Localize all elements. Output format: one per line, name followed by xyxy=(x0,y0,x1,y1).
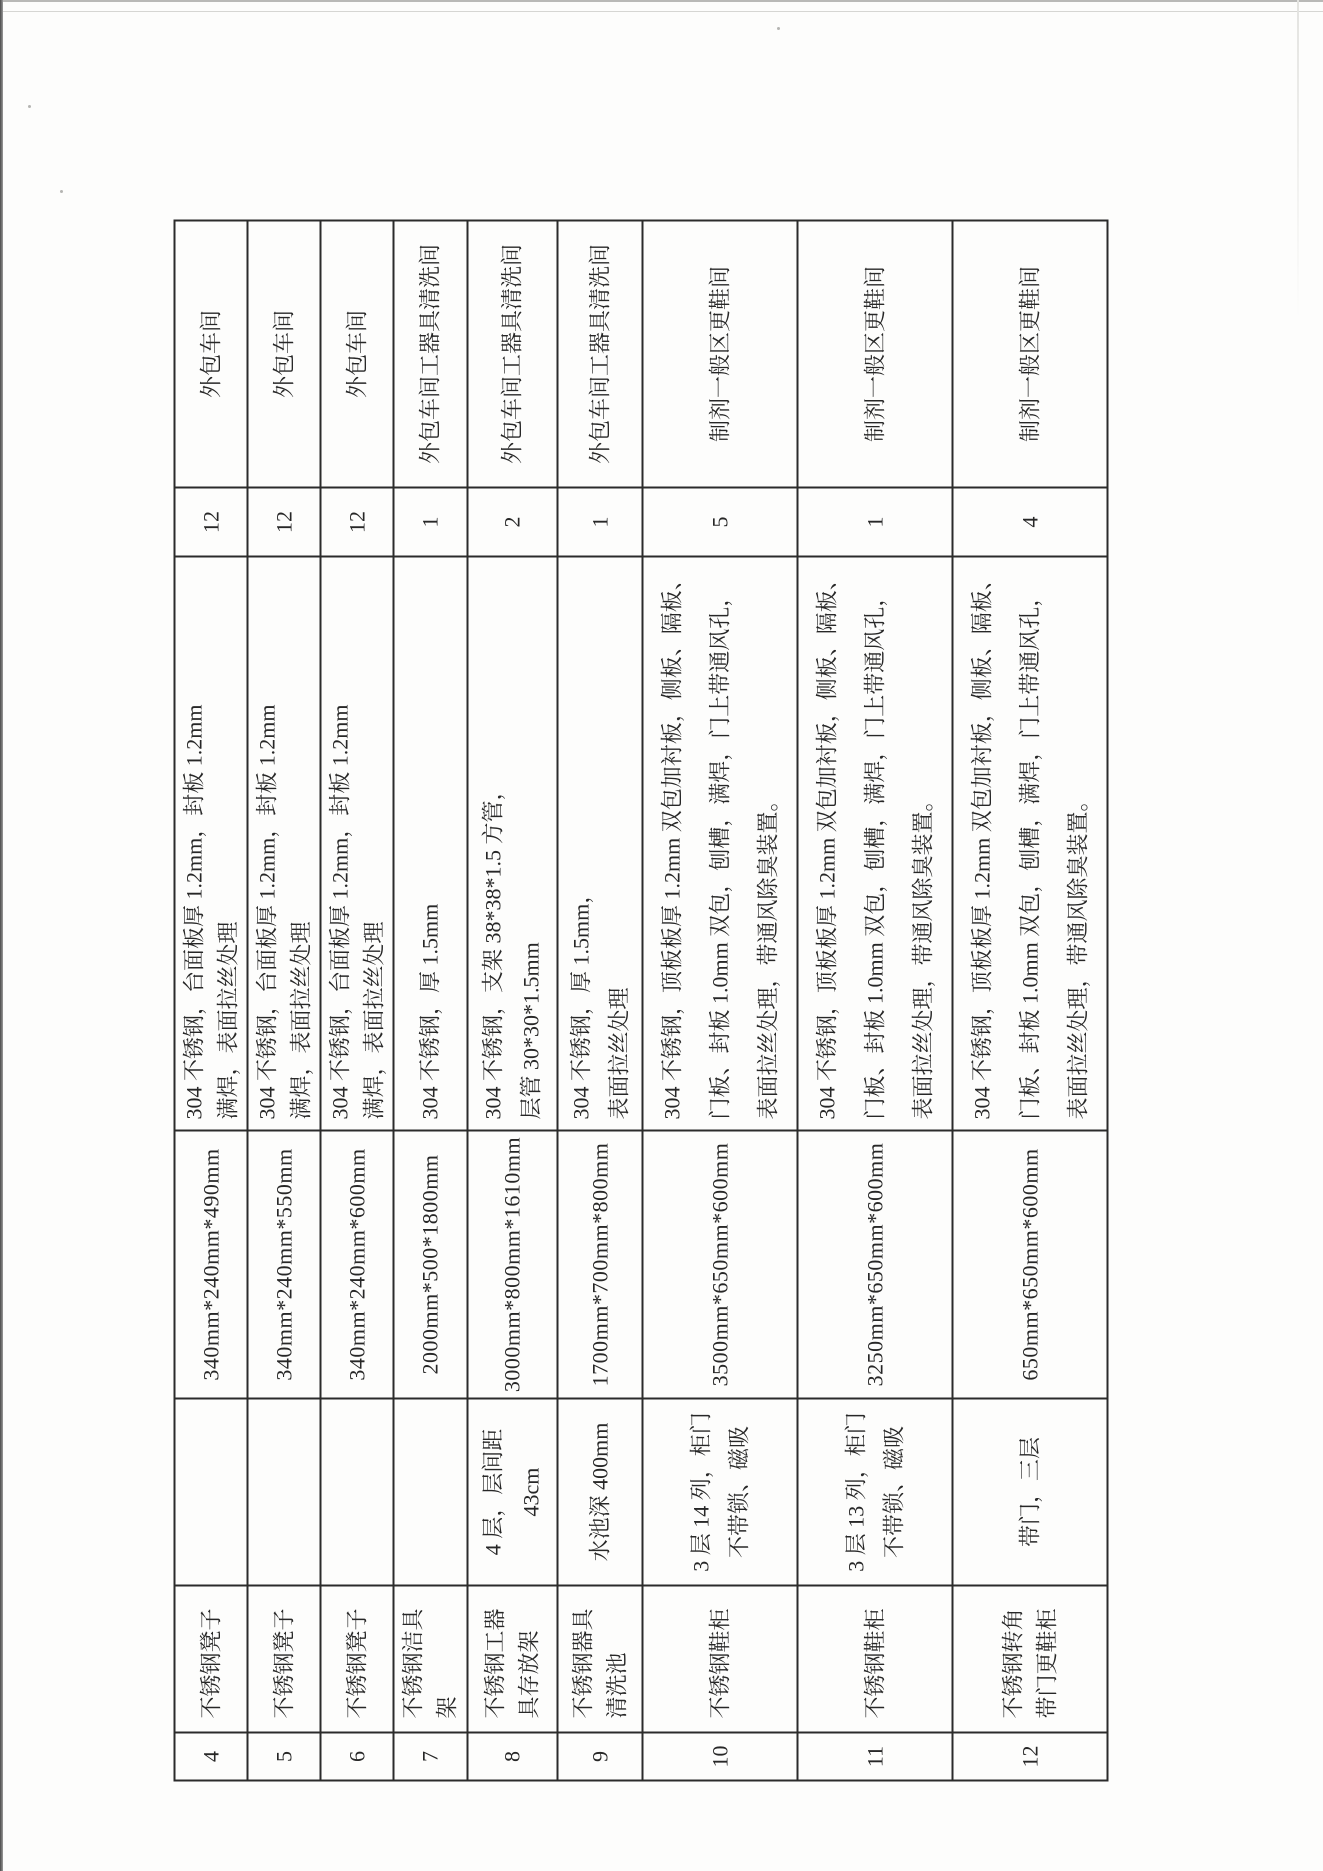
cell-material-spec: 304 不锈钢，顶板板厚 1.2mm 双包加衬板，侧板、隔板、 门板、封板 1.0mm 双包，刨槽，满焊，门上带通风孔， 表面拉丝处理，带通风除臭装置。 xyxy=(799,556,952,1130)
cell-feature: 水池深 400mm xyxy=(559,1398,642,1585)
cell-quantity: 1 xyxy=(395,487,467,556)
cell-serial-number: 8 xyxy=(469,1732,557,1780)
cell-serial-number: 6 xyxy=(322,1732,393,1780)
scan-left-edge xyxy=(0,0,3,1871)
cell-serial-number: 12 xyxy=(954,1732,1107,1780)
table-row xyxy=(559,222,644,1780)
scan-top-crease-line xyxy=(0,11,1323,12)
cell-dimensions: 3250mm*650mm*600mm xyxy=(799,1130,952,1398)
cell-serial-number: 11 xyxy=(799,1732,952,1780)
cell-serial-number: 4 xyxy=(176,1732,247,1780)
cell-item-name: 不锈钢转角 带门更鞋柜 xyxy=(954,1585,1107,1732)
cell-quantity: 1 xyxy=(799,487,952,556)
cell-item-name: 不锈钢工器 具存放架 xyxy=(469,1585,557,1732)
cell-feature: 3 层 13 列，柜门 不带锁、磁吸 xyxy=(799,1398,952,1585)
cell-material-spec: 304 不锈钢，台面板厚 1.2mm，封板 1.2mm 满焊，表面拉丝处理 xyxy=(249,556,320,1130)
cell-feature xyxy=(395,1398,467,1585)
cell-dimensions: 650mm*650mm*600mm xyxy=(954,1130,1107,1398)
cell-material-spec: 304 不锈钢，顶板板厚 1.2mm 双包加衬板，侧板、隔板、 门板、封板 1.0mm 双包，刨槽，满焊，门上带通风孔， 表面拉丝处理，带通风除臭装置。 xyxy=(644,556,797,1130)
cell-quantity: 12 xyxy=(249,487,320,556)
cell-material-spec: 304 不锈钢，台面板厚 1.2mm，封板 1.2mm 满焊，表面拉丝处理 xyxy=(176,556,247,1130)
cell-location: 外包车间工器具清洗间 xyxy=(587,244,612,465)
table-row xyxy=(469,222,559,1780)
scan-speck xyxy=(60,190,63,193)
scan-top-edge xyxy=(0,0,1323,2)
cell-feature xyxy=(249,1398,320,1585)
cell-material-spec: 304 不锈钢，厚 1.5mm， 表面拉丝处理 xyxy=(559,556,642,1130)
table-row xyxy=(176,222,249,1780)
cell-dimensions: 2000mm*500*1800mm xyxy=(395,1130,467,1398)
rotated-table-container xyxy=(174,220,1109,1782)
table-row xyxy=(322,222,395,1780)
cell-location: 制剂一般区更鞋间 xyxy=(1017,266,1042,443)
cell-dimensions: 3500mm*650mm*600mm xyxy=(644,1130,797,1398)
cell-serial-number: 7 xyxy=(395,1732,467,1780)
scan-speck xyxy=(777,27,780,30)
cell-item-name: 不锈钢鞋柜 xyxy=(799,1585,952,1732)
cell-dimensions: 1700mm*700mm*800mm xyxy=(559,1130,642,1398)
table-row xyxy=(644,222,799,1780)
cell-material-spec: 304 不锈钢，厚 1.5mm xyxy=(395,556,467,1130)
cell-item-name: 不锈钢凳子 xyxy=(322,1585,393,1732)
table-row xyxy=(249,222,322,1780)
cell-feature xyxy=(176,1398,247,1585)
cell-item-name: 不锈钢鞋柜 xyxy=(644,1585,797,1732)
cell-serial-number: 5 xyxy=(249,1732,320,1780)
cell-material-spec: 304 不锈钢，支架 38*38*1.5 方管， 层管 30*30*1.5mm xyxy=(469,556,557,1130)
cell-location: 外包车间 xyxy=(198,310,223,399)
cell-quantity: 12 xyxy=(176,487,247,556)
cell-dimensions: 340mm*240mm*550mm xyxy=(249,1130,320,1398)
table-row xyxy=(799,222,954,1780)
cell-quantity: 12 xyxy=(322,487,393,556)
cell-feature: 4 层，层间距 43cm xyxy=(469,1398,557,1585)
cell-serial-number: 10 xyxy=(644,1732,797,1780)
cell-location: 外包车间 xyxy=(344,310,369,399)
cell-serial-number: 9 xyxy=(559,1732,642,1780)
cell-quantity: 1 xyxy=(559,487,642,556)
table-row xyxy=(954,222,1107,1780)
cell-material-spec: 304 不锈钢，台面板厚 1.2mm，封板 1.2mm 满焊，表面拉丝处理 xyxy=(322,556,393,1130)
cell-item-name: 不锈钢洁具 架 xyxy=(395,1585,467,1732)
cell-quantity: 4 xyxy=(954,487,1107,556)
cell-dimensions: 340mm*240mm*600mm xyxy=(322,1130,393,1398)
cell-feature: 3 层 14 列，柜门 不带锁、磁吸 xyxy=(644,1398,797,1585)
cell-material-spec: 304 不锈钢，顶板板厚 1.2mm 双包加衬板，侧板、隔板、 门板、封板 1.0mm 双包，刨槽，满焊，门上带通风孔， 表面拉丝处理，带通风除臭装置。 xyxy=(954,556,1107,1130)
cell-location: 外包车间 xyxy=(271,310,296,399)
table-row xyxy=(395,222,469,1780)
cell-feature: 带门，三层 xyxy=(954,1398,1107,1585)
cell-item-name: 不锈钢凳子 xyxy=(176,1585,247,1732)
equipment-spec-table xyxy=(174,220,1109,1782)
cell-feature xyxy=(322,1398,393,1585)
cell-item-name: 不锈钢凳子 xyxy=(249,1585,320,1732)
cell-dimensions: 340mm*240mm*490mm xyxy=(176,1130,247,1398)
cell-location: 制剂一般区更鞋间 xyxy=(707,266,732,443)
cell-quantity: 2 xyxy=(469,487,557,556)
cell-quantity: 5 xyxy=(644,487,797,556)
cell-location: 制剂一般区更鞋间 xyxy=(862,266,887,443)
cell-dimensions: 3000mm*800mm*1610mm xyxy=(469,1130,557,1398)
cell-location: 外包车间工器具清洗间 xyxy=(499,244,525,465)
cell-location: 外包车间工器具清洗间 xyxy=(417,244,443,465)
scan-crease xyxy=(1297,0,1299,320)
scan-speck xyxy=(28,105,31,108)
cell-item-name: 不锈钢器具 清洗池 xyxy=(559,1585,642,1732)
